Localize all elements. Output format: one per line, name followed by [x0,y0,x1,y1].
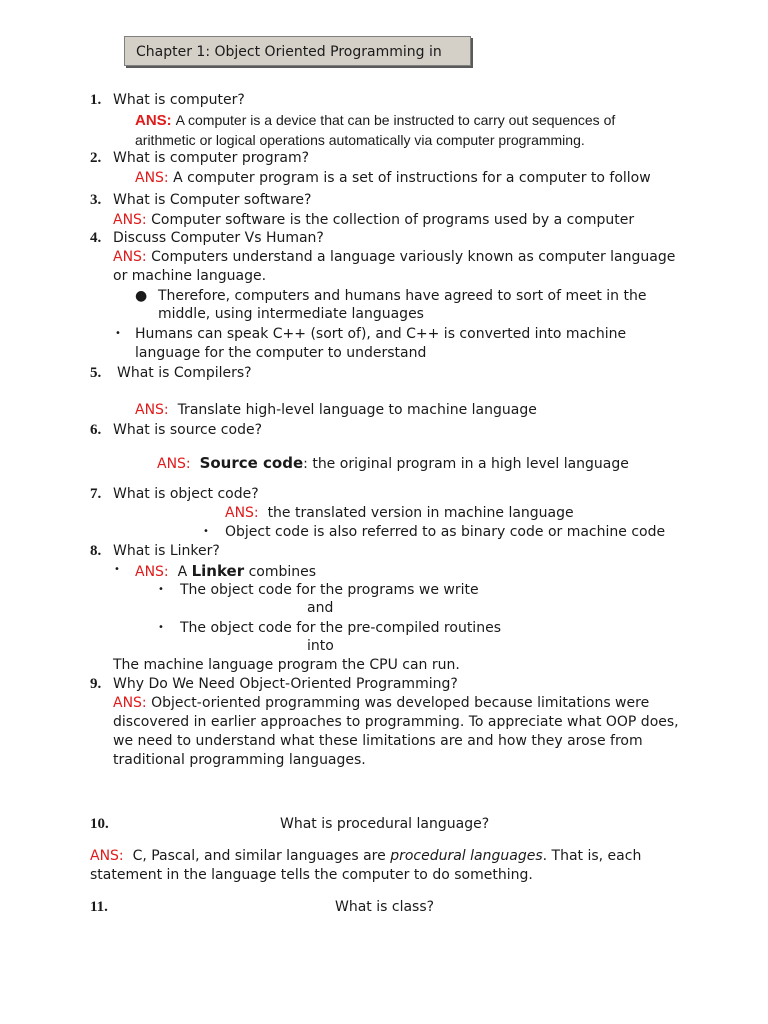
q2-answer: ANS: A computer program is a set of instructions for a computer to follow [135,170,651,186]
q8-bullet2: The object code for the pre-compiled routines [180,620,501,636]
ans-label: ANS: [113,249,147,265]
q6-number: 6. [90,422,102,438]
q5-number: 5. [90,365,102,381]
q1-answer-line1: ANS: A computer is a device that can be instructed to carry out sequences of [135,112,616,129]
q9-number: 9. [90,676,102,692]
q11-question: What is class? [335,899,435,915]
q4-question: Discuss Computer Vs Human? [113,230,324,246]
q11-number: 11. [90,899,108,915]
ans-label: ANS: [135,402,169,418]
q6-question: What is source code? [113,422,263,438]
q4-number: 4. [90,230,102,246]
q6-answer: ANS: Source code: the original program in a high level language [157,454,629,472]
q4-answer-line2: or machine language. [113,268,267,284]
q4-bullet2-line1: Humans can speak C++ (sort of), and C++ is converted into machine [135,326,627,342]
q8-number: 8. [90,543,102,559]
q7-answer: ANS: the translated version in machine language [225,505,574,521]
q10-question: What is procedural language? [280,816,490,832]
q4-bullet1-line2: middle, using intermediate languages [158,306,424,322]
q9-answer-line1: ANS: Object-oriented programming was developed because limitations were [113,695,650,711]
bullet-dot-icon: ● [135,288,148,304]
chapter-title: Chapter 1: Object Oriented Programming in [136,44,442,60]
bullet-small-icon: • [114,564,120,575]
q8-question: What is Linker? [113,543,220,559]
q1-number: 1. [90,92,102,108]
ans-label: ANS: [225,505,259,521]
ans-label: ANS: [90,848,124,864]
q7-bullet: Object code is also referred to as binary code or machine code [225,524,666,540]
ans-label: ANS: [135,170,169,186]
q10-answer-line2: statement in the language tells the computer to do something. [90,867,533,883]
q8-bullet1: The object code for the programs we write [180,582,479,598]
q1-question: What is computer? [113,92,245,108]
q3-question: What is Computer software? [113,192,312,208]
q3-number: 3. [90,192,102,208]
q9-answer-line4: traditional programming languages. [113,752,366,768]
bullet-small-icon: • [203,526,209,537]
q7-question: What is object code? [113,486,259,502]
q8-and: and [307,600,334,616]
q4-bullet2-line2: language for the computer to understand [135,345,427,361]
q10-answer-line1: ANS: C, Pascal, and similar languages are procedural languages. That is, each [90,848,642,864]
q9-answer-line2: discovered in earlier approaches to programming. To appreciate what OOP does, [113,714,679,730]
q9-answer-line3: we need to understand what these limitations are and how they arose from [113,733,643,749]
chapter-title-box [124,36,471,66]
q5-answer: ANS: Translate high-level language to machine language [135,402,537,418]
ans-label: ANS: [135,564,169,580]
q7-number: 7. [90,486,102,502]
q4-bullet1-line1: Therefore, computers and humans have agreed to sort of meet in the [158,288,647,304]
ans-label: ANS: [157,456,191,472]
q2-number: 2. [90,150,102,166]
q1-answer-line2: arithmetic or logical operations automatically via computer programming. [135,132,585,148]
q10-number: 10. [90,816,109,832]
q8-end: The machine language program the CPU can run. [113,657,460,673]
q4-answer-line1: ANS: Computers understand a language variously known as computer language [113,249,676,265]
q3-answer: ANS: Computer software is the collection of programs used by a computer [113,212,635,228]
bullet-small-icon: • [158,584,164,595]
bullet-small-icon: • [158,622,164,633]
q5-question: What is Compilers? [117,365,252,381]
ans-label: ANS: [113,695,147,711]
q2-question: What is computer program? [113,150,310,166]
ans-label: ANS: [113,212,147,228]
bullet-small-icon: • [115,328,121,339]
q8-into: into [307,638,334,654]
ans-label: ANS: [135,112,172,129]
q8-answer: ANS: A Linker combines [135,562,317,580]
q9-question: Why Do We Need Object-Oriented Programming? [113,676,458,692]
